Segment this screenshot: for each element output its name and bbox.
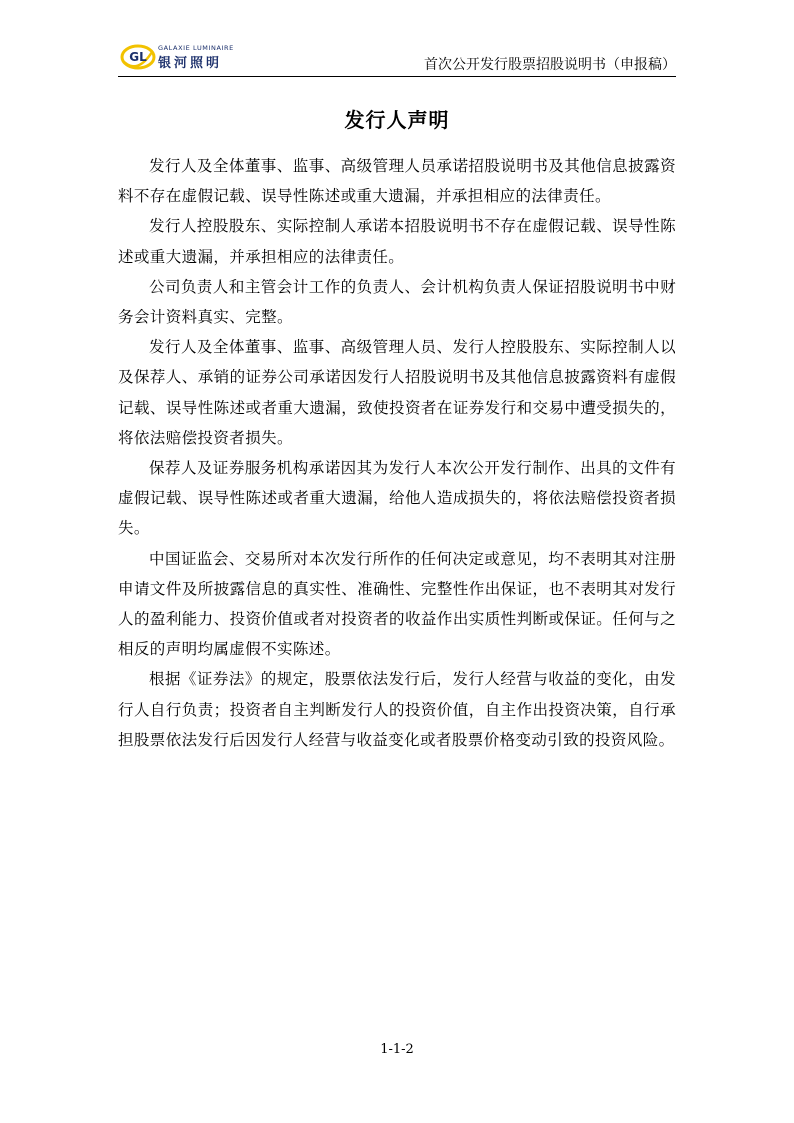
statement-paragraph: 中国证监会、交易所对本次发行所作的任何决定或意见，均不表明其对注册申请文件及所披露信息的真实性、准确性、完整性作出保证，也不表明其对发行人的盈利能力、投资价值或者对投资者的收益作出实质性判断或保证。任何与之相反的声明均属虚假不实陈述。 <box>118 549 676 659</box>
page-title: 发行人声明 <box>344 108 450 132</box>
logo-chinese-name: 银河照明 <box>158 56 223 71</box>
galaxie-logo-icon <box>120 40 156 72</box>
statement-body <box>118 151 676 755</box>
document-title: 首次公开发行股票招股说明书（申报稿） <box>424 57 676 73</box>
statement-paragraph: 发行人及全体董事、监事、高级管理人员、发行人控股股东、实际控制人以及保荐人、承销的证券公司承诺因发行人招股说明书及其他信息披露资料有虚假记载、误导性陈述或者重大遗漏，致使投资者在证券发行和交易中遭受损失的，将依法赔偿投资者损失。 <box>118 338 676 447</box>
statement-paragraph: 根据《证券法》的规定，股票依法发行后，发行人经营与收益的变化，由发行人自行负责；投资者自主判断发行人的投资价值，自主作出投资决策，自行承担股票依法发行后因发行人经营与收益变化或者股票价格变动引致的投资风险。 <box>118 670 676 749</box>
statement-paragraph: 公司负责人和主管会计工作的负责人、会计机构负责人保证招股说明书中财务会计资料真实、完整。 <box>118 277 676 327</box>
statement-paragraph: 保荐人及证券服务机构承诺因其为发行人本次公开发行制作、出具的文件有虚假记载、误导性陈述或者重大遗漏，给他人造成损失的，将依法赔偿投资者损失。 <box>118 459 676 538</box>
page-number: 1-1-2 <box>380 1042 414 1057</box>
statement-paragraph: 发行人及全体董事、监事、高级管理人员承诺招股说明书及其他信息披露资料不存在虚假记载、误导性陈述或重大遗漏，并承担相应的法律责任。 <box>118 157 676 206</box>
logo-english-name: GALAXIE LUMINAIRE <box>158 44 234 52</box>
company-logo <box>118 38 258 74</box>
page-header <box>118 38 676 77</box>
logo-mark-text: GL <box>129 50 147 64</box>
statement-paragraph: 发行人控股股东、实际控制人承诺本招股说明书不存在虚假记载、误导性陈述或重大遗漏，并承担相应的法律责任。 <box>118 217 676 266</box>
